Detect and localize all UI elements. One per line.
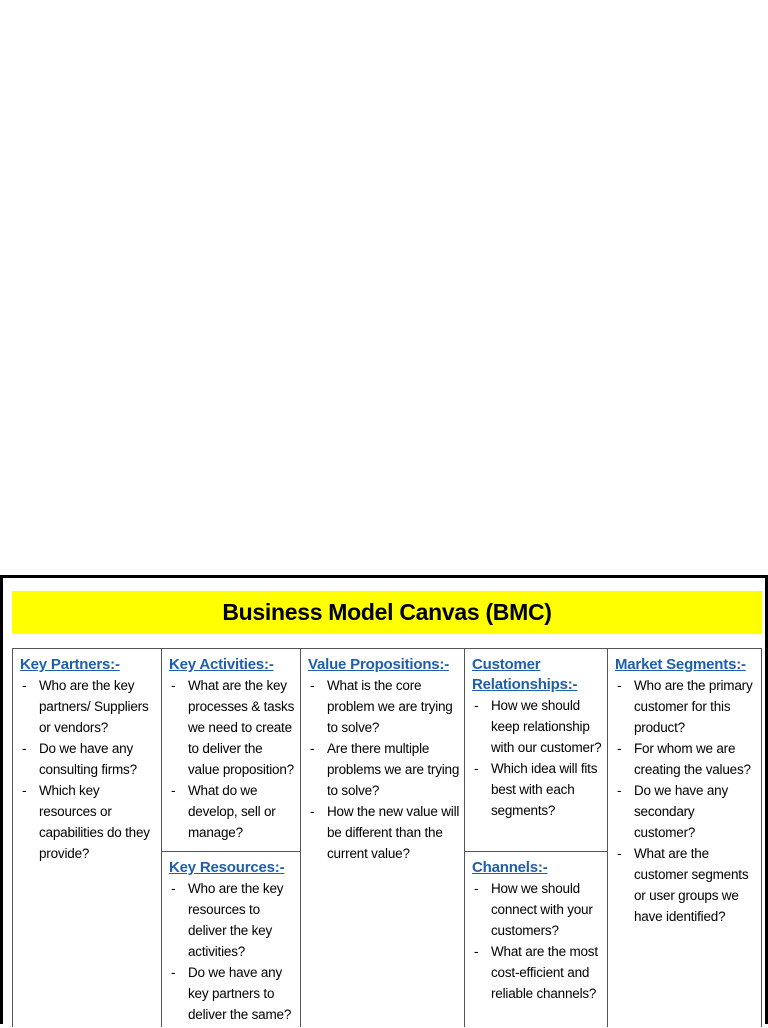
question-list	[615, 675, 757, 927]
question-list	[169, 878, 296, 1025]
list-item: - What are the most cost-efficient and reliable channels?	[472, 941, 603, 1004]
list-item: - How the new value will be different than the current value?	[308, 801, 460, 864]
list-item: - Who are the key partners/ Suppliers or vendors?	[20, 675, 157, 738]
list-item: - How we should connect with your customers?	[472, 878, 603, 941]
list-item: - What do we develop, sell or manage?	[169, 780, 296, 843]
list-item: - What is the core problem we are trying to solve?	[308, 675, 460, 738]
canvas-title: Business Model Canvas (BMC)	[222, 599, 552, 625]
list-item: - What are the customer segments or user groups we have identified?	[615, 843, 757, 927]
question-list	[20, 675, 157, 864]
section-market-segments	[608, 649, 761, 1028]
list-item: - Which key resources or capabilities do they provide?	[20, 780, 157, 864]
list-item: - Do we have any secondary customer?	[615, 780, 757, 843]
section-key-resources	[162, 852, 300, 1028]
bmc-canvas	[0, 575, 768, 1024]
list-item: - What are the key processes & tasks we need to create to deliver the value proposition?	[169, 675, 296, 780]
question-list	[169, 675, 296, 843]
section-heading-line1: Customer	[472, 656, 541, 673]
list-item: - Do we have any key partners to deliver the same?	[169, 962, 296, 1025]
section-heading: Value Propositions:-	[308, 656, 450, 673]
list-item: - Which idea will fits best with each segments?	[472, 758, 603, 821]
list-item: - Do we have any consulting firms?	[20, 738, 157, 780]
list-item: - Who are the primary customer for this product?	[615, 675, 757, 738]
section-key-activities	[162, 649, 300, 851]
list-item: - Who are the key resources to deliver the key activities?	[169, 878, 296, 962]
section-heading: Key Activities:-	[169, 656, 274, 673]
section-heading: Key Resources:-	[169, 859, 285, 876]
section-heading: Key Partners:-	[20, 656, 120, 673]
section-value-propositions	[301, 649, 464, 1028]
list-item: - Are there multiple problems we are trying to solve?	[308, 738, 460, 801]
list-item: - For whom we are creating the values?	[615, 738, 757, 780]
section-heading-line2: Relationships:-	[472, 676, 578, 693]
question-list	[472, 695, 603, 821]
list-item: - How we should keep relationship with our customer?	[472, 695, 603, 758]
section-key-partners	[13, 649, 161, 1028]
question-list	[472, 878, 603, 1004]
section-heading: Market Segments:-	[615, 656, 746, 673]
section-channels	[465, 852, 607, 1028]
question-list	[308, 675, 460, 864]
bmc-grid	[12, 648, 762, 1027]
section-customer-relationships	[465, 649, 607, 851]
section-heading: Channels:-	[472, 859, 548, 876]
title-bar	[12, 591, 762, 634]
